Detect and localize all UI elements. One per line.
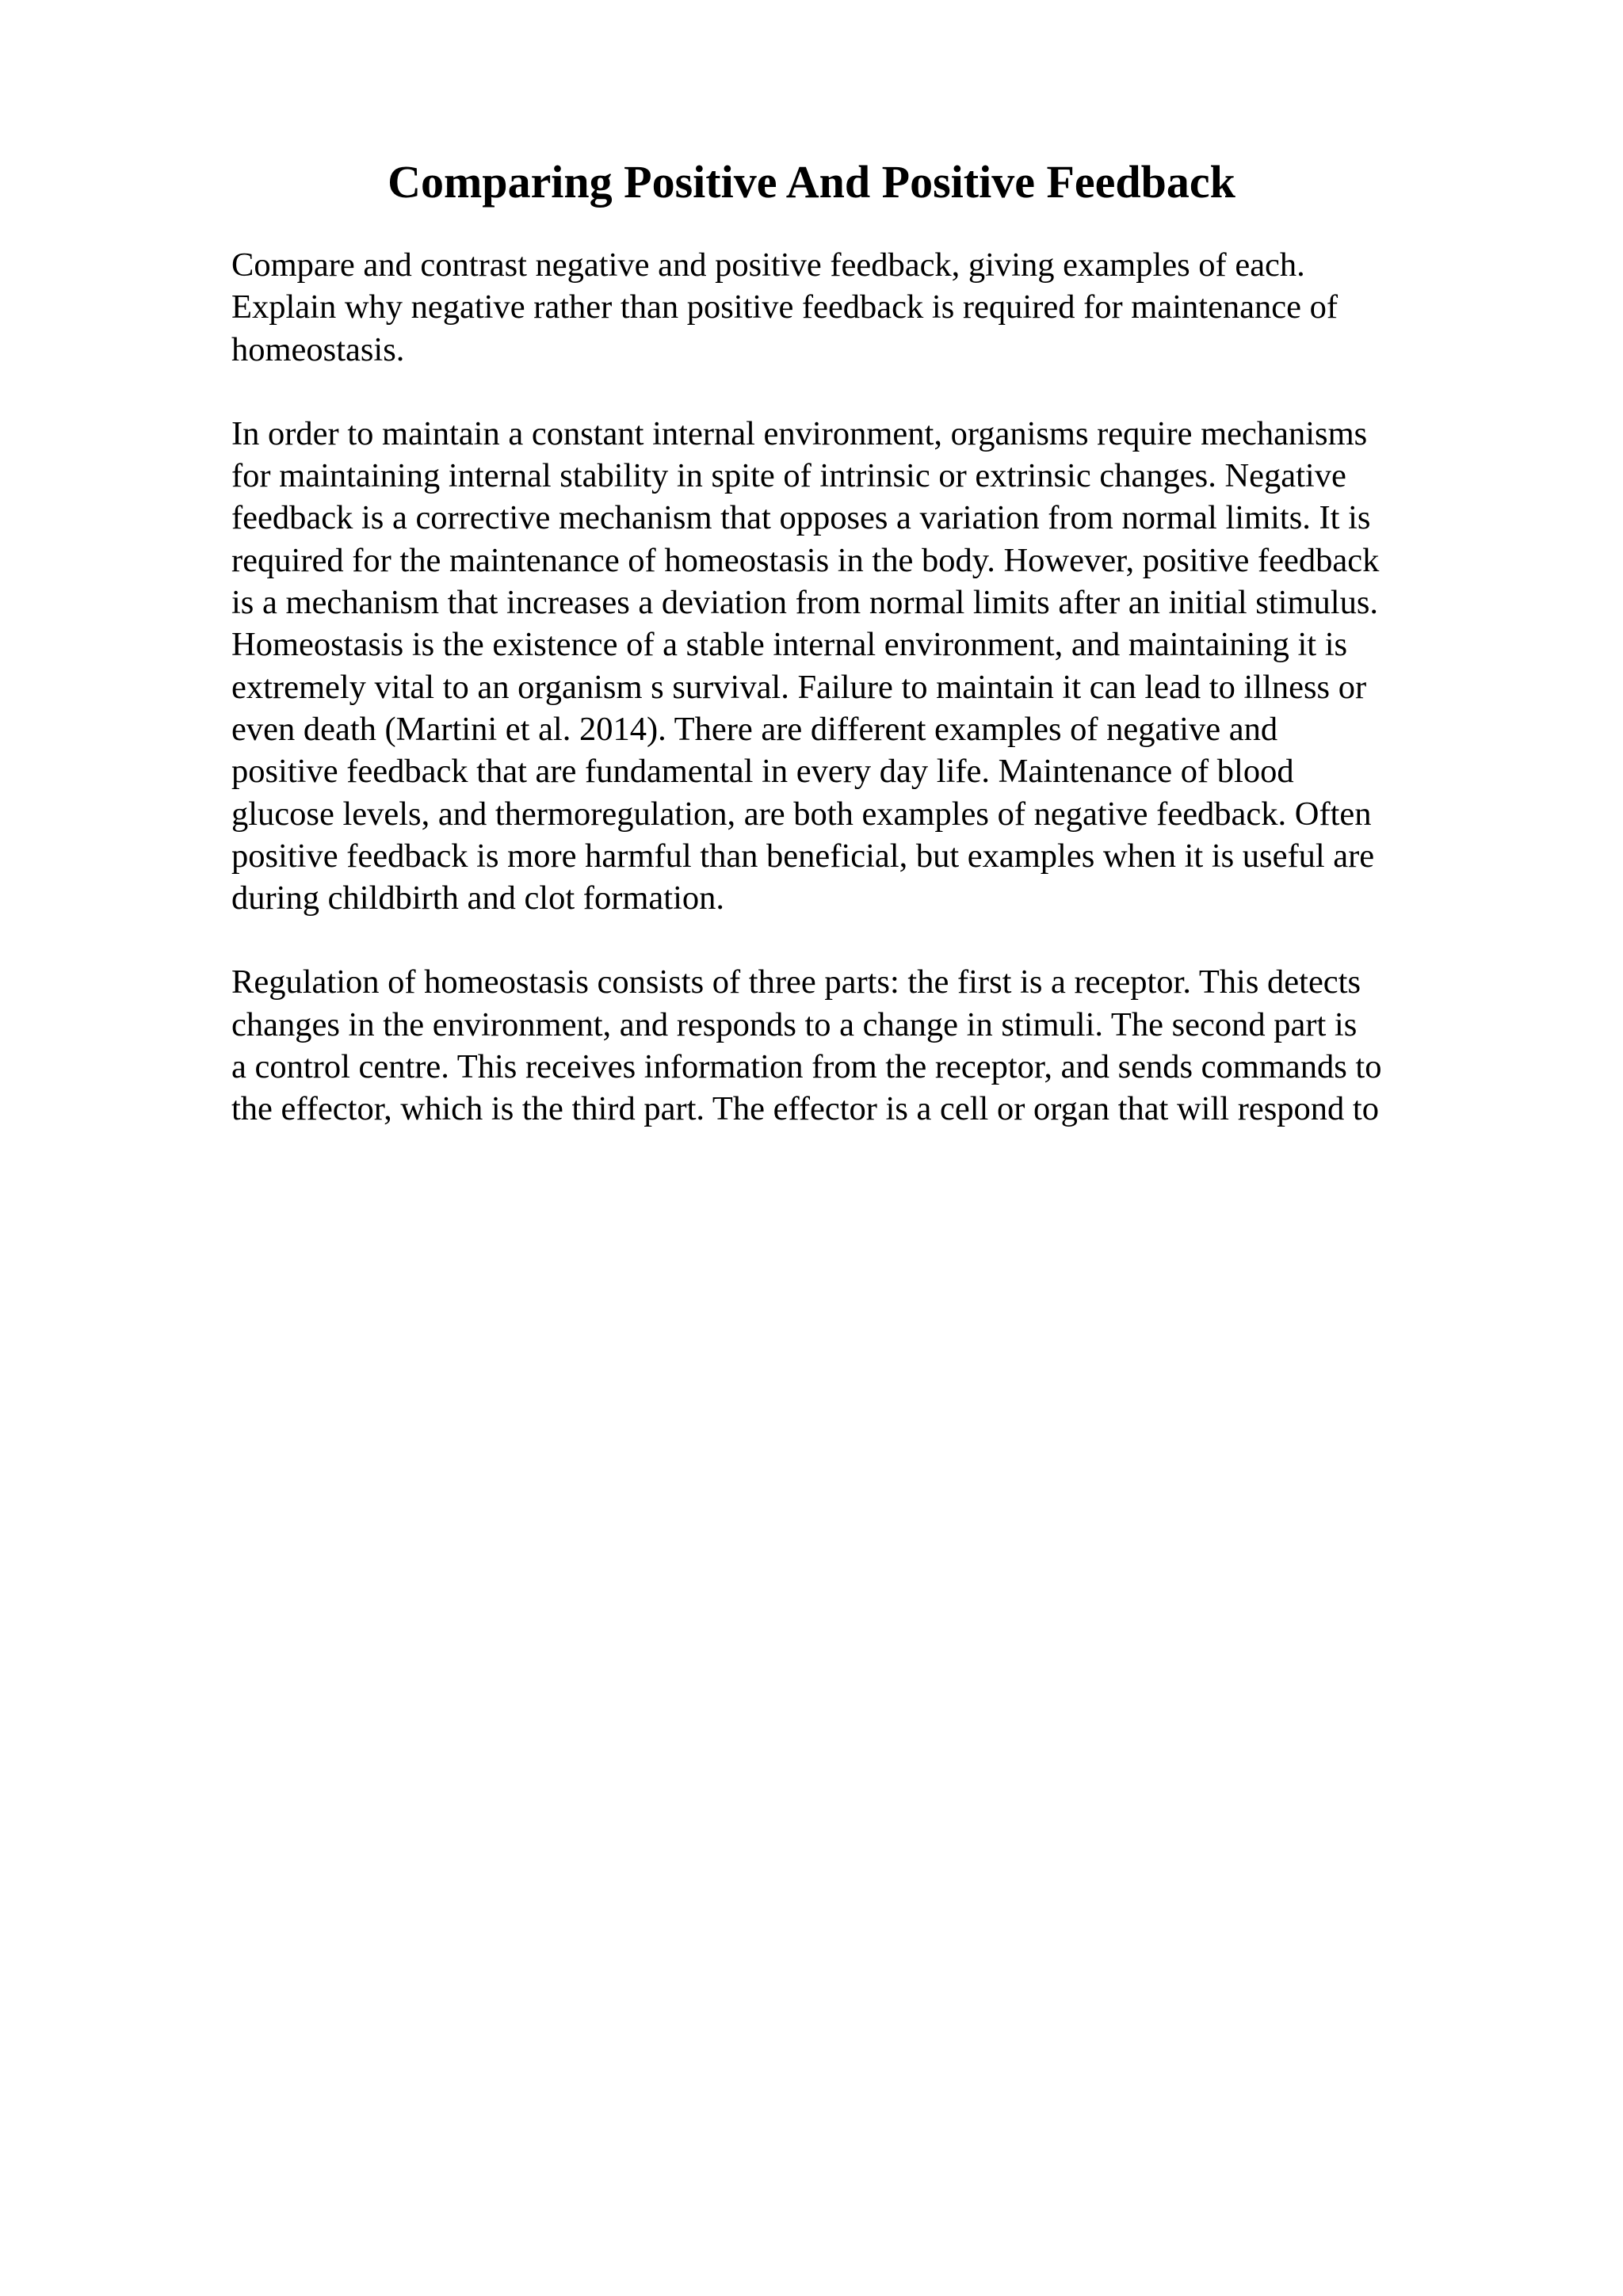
text-line: even death (Martini et al. 2014). There are different examples of negative and	[231, 710, 1278, 748]
text-line: during childbirth and clot formation.	[231, 879, 725, 917]
text-line: Explain why negative rather than positive feedback is required for maintenance of	[231, 288, 1338, 326]
text-line: homeostasis.	[231, 330, 405, 368]
text-line: In order to maintain a constant internal environment, organisms require mechanisms	[231, 414, 1368, 452]
text-line: extremely vital to an organism s survival. Failure to maintain it can lead to illness or	[231, 668, 1367, 706]
text-line: Homeostasis is the existence of a stable internal environment, and maintaining it is	[231, 626, 1348, 664]
text-line: feedback is a corrective mechanism that opposes a variation from normal limits. It is	[231, 499, 1371, 537]
text-line: is a mechanism that increases a deviation from normal limits after an initial stimulus.	[231, 584, 1378, 622]
text-line: Regulation of homeostasis consists of three parts: the first is a receptor. This detects	[231, 963, 1361, 1001]
text-line: a control centre. This receives information from the receptor, and sends commands to	[231, 1048, 1382, 1086]
text-line: positive feedback is more harmful than beneficial, but examples when it is useful are	[231, 837, 1375, 875]
text-line: changes in the environment, and responds to a change in stimuli. The second part is	[231, 1005, 1358, 1043]
text-line: positive feedback that are fundamental in every day life. Maintenance of blood	[231, 753, 1294, 791]
document-body	[231, 244, 1499, 1173]
text-line: glucose levels, and thermoregulation, are both examples of negative feedback. Often	[231, 795, 1372, 833]
text-line: the effector, which is the third part. The effector is a cell or organ that will respond to	[231, 1090, 1379, 1128]
text-line: for maintaining internal stability in spite of intrinsic or extrinsic changes. Negative	[231, 457, 1346, 495]
text-line: Compare and contrast negative and positive feedback, giving examples of each.	[231, 246, 1305, 284]
text-line: required for the maintenance of homeostasis in the body. However, positive feedback	[231, 541, 1380, 579]
paragraph-introduction	[231, 413, 1499, 920]
paragraph-regulation	[231, 961, 1499, 1130]
document-title: Comparing Positive And Positive Feedback	[388, 156, 1235, 208]
paragraph-prompt	[231, 244, 1499, 371]
